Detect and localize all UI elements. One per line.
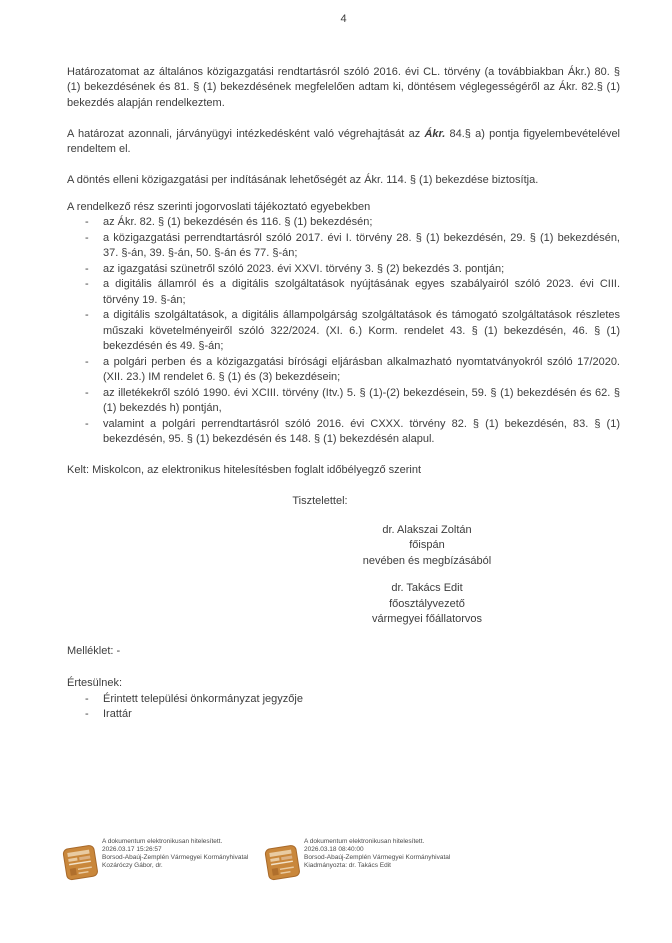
paragraph-legal-basis: Határozatomat az általános közigazgatási rendtartásról szóló 2016. évi CL. törvény (a továbbiakban Ákr.) 80. § (1) bekezdésének és 81. § (1) bekezdésének megfelelően adtam ki, döntésem véglegességéről az Ákr. 82.§ (1) bekezdés alapján rendelkeztem. [67, 65, 620, 109]
legal-reference-item-text: valamint a polgári perrendtartásról szóló 2016. évi CXXX. törvény 82. § (1) bekezdésén, 83. § (1) bekezdésén, 95. § (1) bekezdésén és 148. § (1) bekezdésén alapul. [103, 417, 620, 445]
dash-bullet: - [85, 417, 89, 430]
legal-reference-item [67, 215, 620, 231]
electronic-signature-stamp-left [62, 838, 248, 882]
dash-bullet: - [85, 262, 89, 275]
dash-bullet: - [85, 278, 89, 290]
signatory-delegation-note: nevében és megbízásából [362, 554, 492, 567]
notify-block [67, 676, 620, 723]
stamp-line-office: Borsod-Abaúj-Zemplén Vármegyei Kormányhivatal [304, 854, 451, 861]
signatory-subtitle: vármegyei főállatorvos [371, 613, 483, 625]
legal-reference-item [67, 355, 620, 386]
date-place-line: Kelt: Miskolcon, az elektronikus hitelesítésben foglalt időbélyegző szerint [67, 464, 422, 476]
stamp-line-certified: A dokumentum elektronikusan hitelesített. [102, 838, 223, 845]
legal-references-intro: A rendelkező rész szerinti jogorvoslati tájékoztató egyebekben [67, 200, 371, 213]
paragraph-immediate-execution-post: 84.§ a) pontja figyelembevételével rendeltem el. [67, 127, 621, 155]
legal-reference-item [67, 262, 620, 278]
paragraph-court-review: A döntés elleni közigazgatási per indításának lehetőségét az Ákr. 114. § (1) bekezdése biztosítja. [67, 174, 539, 186]
stamp-line-issuer: Kiadmányozta: dr. Takács Edit [304, 862, 391, 869]
dash-bullet: - [85, 386, 89, 399]
notify-item-text: Érintett települési önkormányzat jegyzője [103, 692, 303, 705]
dash-bullet: - [85, 309, 89, 321]
legal-reference-item-text: az igazgatási szünetről szóló 2023. évi XXVI. törvény 3. § (2) bekezdés 3. pontján; [103, 262, 505, 275]
dash-bullet: - [85, 231, 89, 244]
signatory-title: főispán [409, 539, 445, 551]
electronic-signature-stamp-right [264, 838, 450, 882]
legal-reference-item-text: a digitális szolgáltatások, a digitális állampolgárság szolgáltatások és támogató szolgáltatások részletes műszaki követelményeiről szóló 322/2024. (XI. 6.) Korm. rendelet 43. § (1) bekezdésén, 46. § (1) bekezdésén és 49. §-án; [103, 309, 620, 352]
signatory-title: főosztályvezető [389, 597, 465, 610]
stamp-text-left [102, 838, 248, 870]
notify-item [67, 707, 620, 723]
stamp-text-right [304, 838, 450, 870]
akr-emphasis: Ákr. [424, 127, 446, 140]
notify-header: Értesülnek: [67, 677, 123, 689]
notify-item [67, 692, 620, 708]
stamp-line-timestamp: 2026.03.17 15:26:57 [102, 846, 162, 853]
dash-bullet: - [85, 692, 89, 705]
stamp-line-office: Borsod-Abaúj-Zemplén Vármegyei Kormányhivatal [102, 854, 249, 861]
legal-reference-item [67, 231, 620, 262]
eszigno-seal-icon [62, 842, 100, 882]
eszigno-seal-icon [264, 842, 302, 882]
dash-bullet: - [85, 216, 89, 228]
paragraph-immediate-execution [67, 127, 620, 158]
paragraph-immediate-execution-pre: A határozat azonnali, járványügyi intézkedésként való végrehajtását az [67, 127, 425, 140]
notify-item-text: Irattár [103, 708, 132, 720]
legal-reference-item-text: az illetékekről szóló 1990. évi XCIII. törvény (Itv.) 5. § (1)-(2) bekezdésein, 59. § (1) bekezdésén és 62. § (1) bekezdés h) pontján, [103, 386, 620, 414]
signatory-name: dr. Alakszai Zoltán [382, 523, 472, 536]
legal-reference-item-text: a digitális államról és a digitális szolgáltatások nyújtásának egyes szabályairól szóló 2023. évi CIII. törvény 19. §-án; [103, 278, 620, 306]
signatory-name: dr. Takács Edit [391, 582, 463, 594]
stamp-line-certified: A dokumentum elektronikusan hitelesített. [304, 838, 425, 845]
stamp-line-signer: Kozáróczy Gábor, dr. [102, 862, 163, 869]
salutation: Tisztelettel: [292, 495, 348, 507]
legal-reference-item [67, 386, 620, 417]
legal-reference-item [67, 308, 620, 355]
attachment-line: Melléklet: - [67, 644, 121, 657]
legal-reference-item [67, 417, 620, 448]
legal-reference-item-text: a közigazgatási perrendtartásról szóló 2017. évi I. törvény 28. § (1) bekezdésén, 29. § (1) bekezdésén, 37. §-án, 39. §-án, 50. §-án és 77. §-án; [103, 231, 620, 259]
dash-bullet: - [85, 708, 89, 720]
legal-reference-item [67, 277, 620, 308]
signature-block-foispan [317, 523, 537, 570]
stamp-line-timestamp: 2026.03.18 08:40:00 [304, 846, 364, 853]
dash-bullet: - [85, 355, 89, 368]
legal-reference-item-text: a polgári perben és a közigazgatási bírósági eljárásban alkalmazható nyomtatványokról szóló 17/2020. (XII. 23.) IM rendelet 6. § (1) és (3) bekezdésein; [103, 355, 620, 383]
signature-block-foallatorvos [317, 581, 537, 628]
legal-references-block [67, 200, 620, 448]
page-number: 4 [340, 13, 347, 25]
legal-reference-item-text: az Ákr. 82. § (1) bekezdésén és 116. § (1) bekezdésén; [103, 216, 373, 228]
